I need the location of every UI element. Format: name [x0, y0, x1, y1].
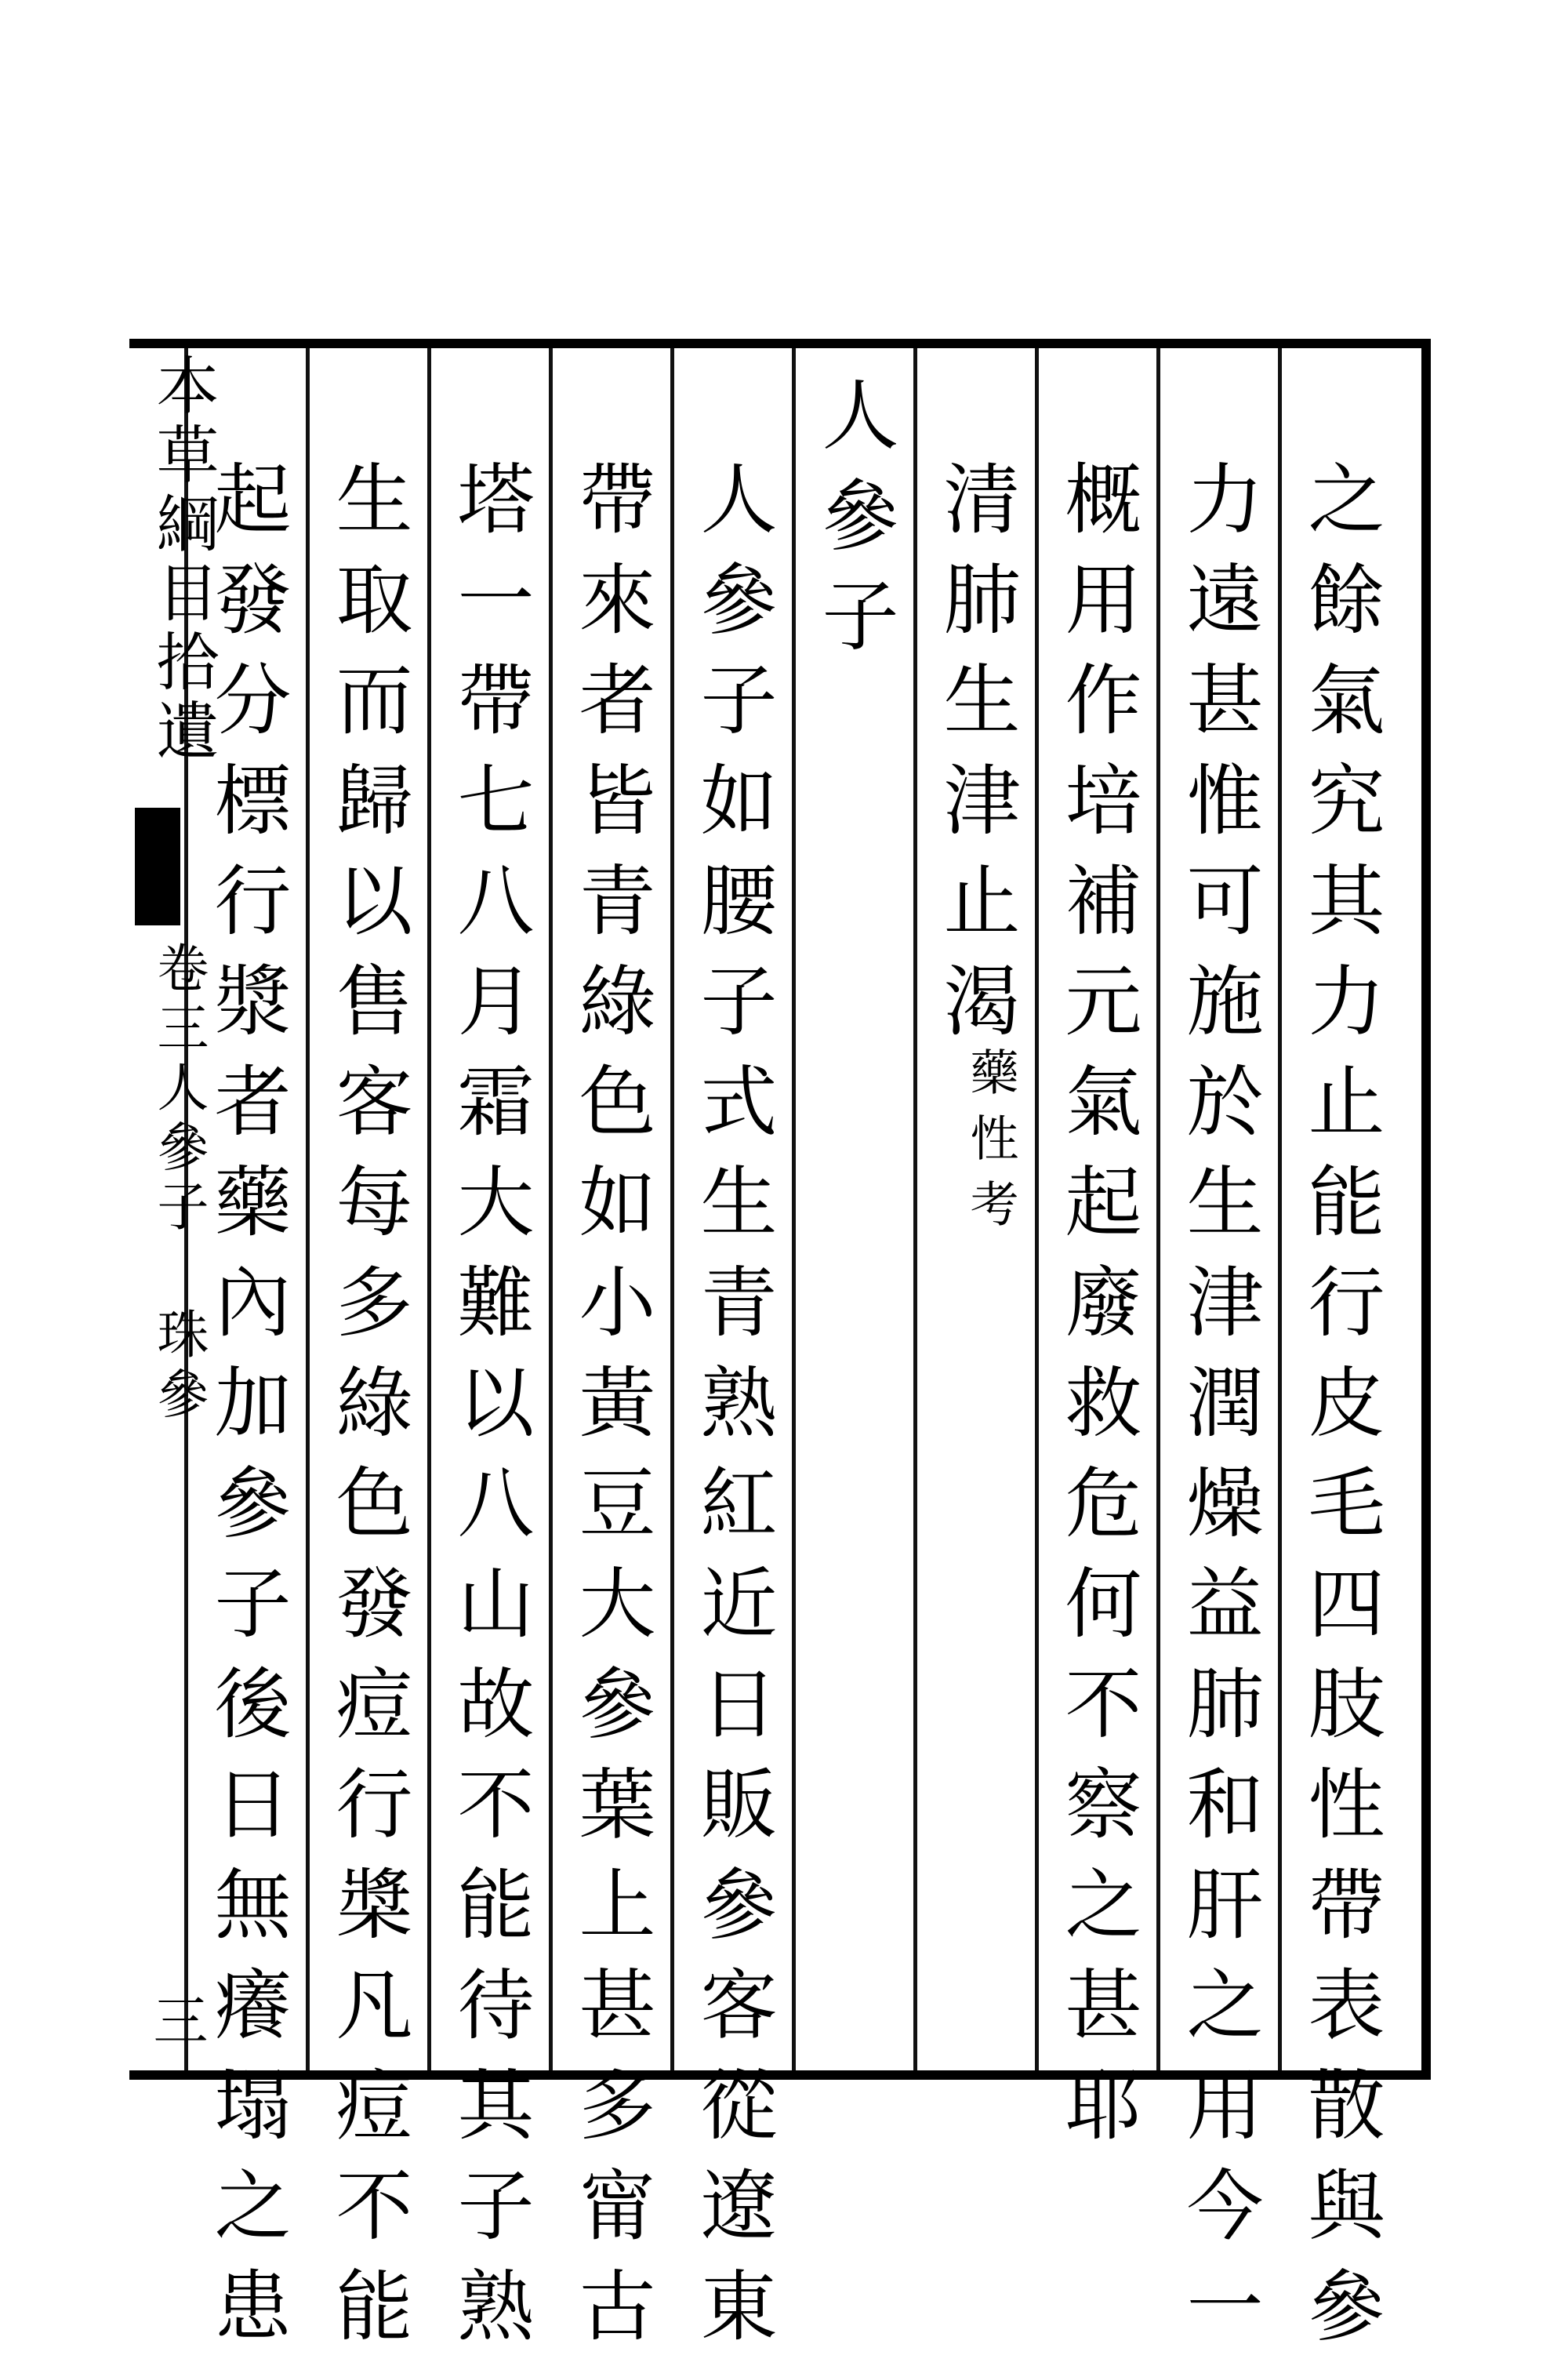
text-column-1: 之餘氣究其力止能行皮毛四肢性帶表散與參 [1295, 459, 1385, 2366]
fishtail-mark [135, 808, 180, 925]
banxin-chapter-title: 卷三人參子 珠參 [148, 941, 209, 1427]
column-rule [1035, 348, 1039, 2070]
column-rule [792, 348, 796, 2070]
text-column-10: 起發分標行漿者藥內加參子後日無癢塌之患 [201, 459, 291, 2366]
text-column-2: 力遠甚惟可施於生津潤燥益肺和肝之用今一 [1174, 459, 1263, 2366]
column-rule [1156, 348, 1160, 2070]
column-rule [549, 348, 553, 2070]
banxin-book-title: 本草綱目拾遺 [146, 353, 219, 767]
text-column-3: 概用作培補元氣起廢救危何不察之甚耶 [1052, 459, 1142, 2165]
column-rule [427, 348, 431, 2070]
column-rule [913, 348, 917, 2070]
text-column-9: 生取而歸以售客每多綠色發痘行槳凡痘不能 [323, 459, 412, 2366]
column-rule [306, 348, 310, 2070]
text-column-6: 人參子如腰子式生青熟紅近日販參客從遼東 [688, 459, 777, 2366]
section-heading: 人參子 [809, 375, 898, 676]
source-note: 藥性考 [962, 1047, 1019, 1245]
column-rule [1278, 348, 1282, 2070]
column-rule [670, 348, 674, 2070]
text-column-7: 帶來者皆青綠色如小黃豆大參葉上甚多甯古 [566, 459, 655, 2366]
text-column-8: 塔一帶七八月霜大難以八山故不能待其子熟 [445, 459, 534, 2366]
page-number: 三 [144, 1992, 209, 2047]
text-column-4: 清肺生津止渴 [931, 459, 1020, 1061]
